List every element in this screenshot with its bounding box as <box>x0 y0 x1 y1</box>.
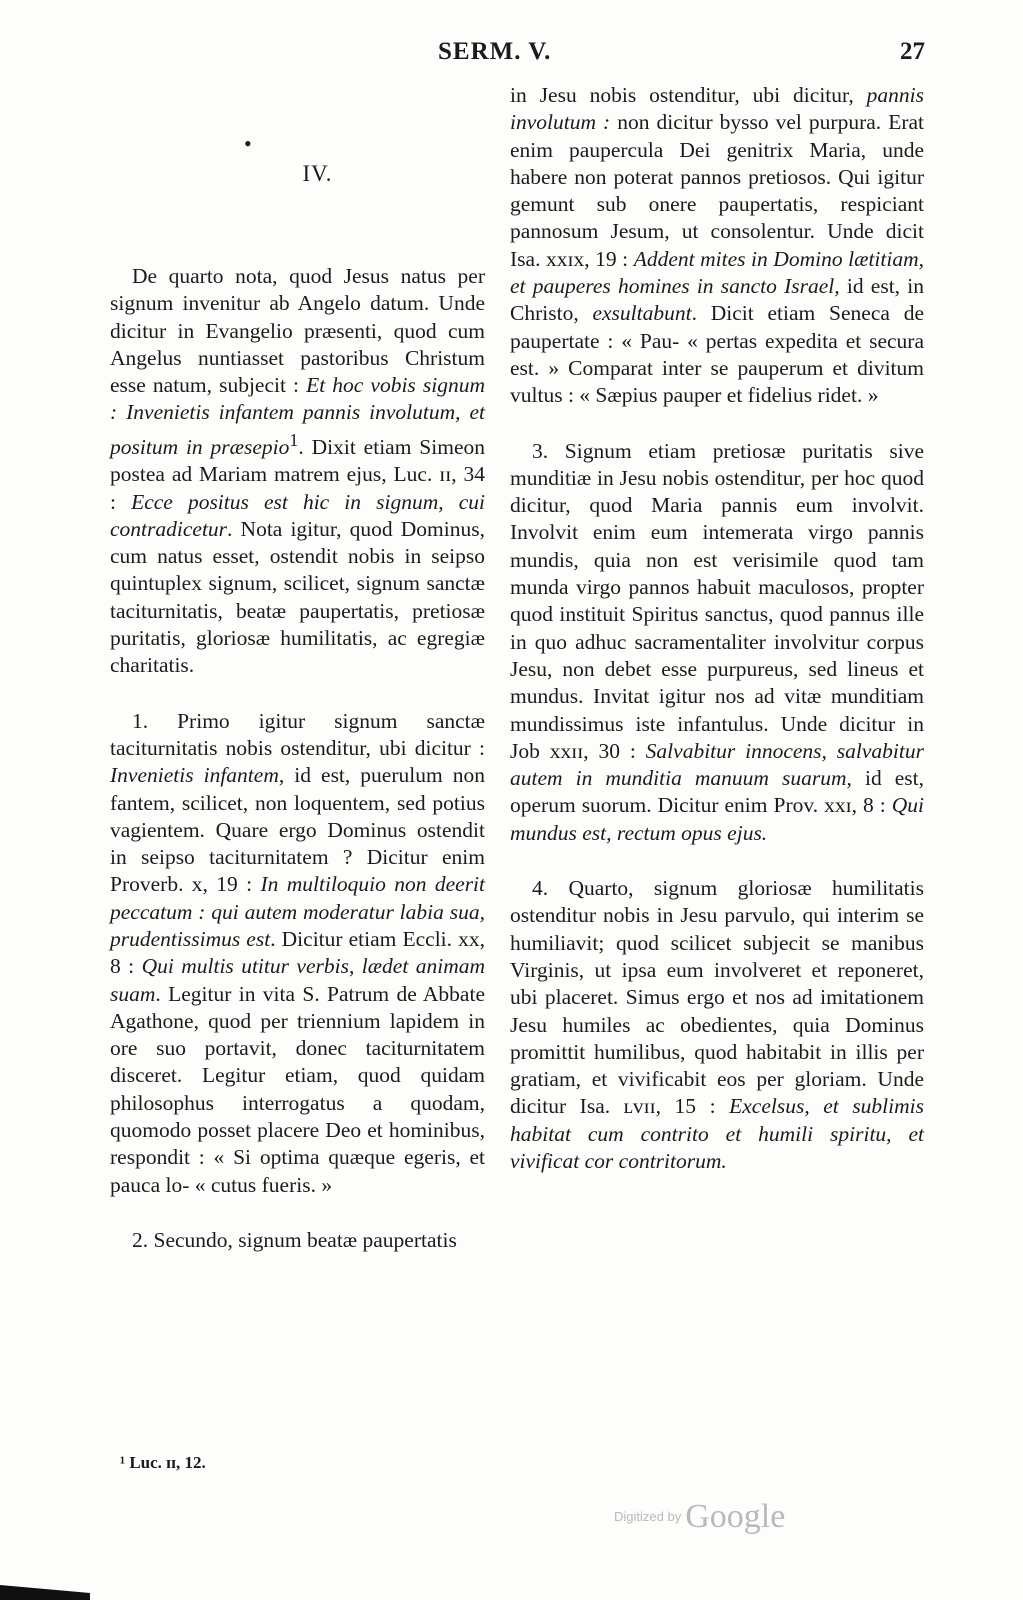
digitized-watermark <box>614 1498 785 1536</box>
paragraph-2-continued: in Jesu nobis ostenditur, ubi dicitur, pannis involutum : non dicitur bysso vel purpura. Erat enim paupercula Dei genitrix Maria, unde habere non poterat pannos pretiosos. Qui igitur gemunt sub onere paupertatis, respiciant pannosum Jesum, ut consolentur. Unde dicit Isa. xxɪx, 19 : Addent mites in Domino lætitiam, et pauperes homines in sancto Israel, id est, in Christo, exsultabunt. Dicit etiam Seneca de paupertate : « Pau- « pertas expedita et secura est. » Comparat inter se pauperum et divitum vultus : « Sæpius pauper et fidelius ridet. » <box>510 83 925 408</box>
scripture-quote: Ecce positus est hic in signum, cui contradicetur <box>110 489 485 541</box>
scripture-quote: Invenietis infantem <box>110 763 279 788</box>
scripture-quote: Excelsus, et sublimis habitat cum contrito et humili spiritu, et vivificat cor contritorum. <box>510 1094 924 1173</box>
paragraph-1: 1. Primo igitur signum sanctæ taciturnitatis nobis ostenditur, ubi dicitur : Invenietis infantem, id est, puerulum non fantem, scilicet, non loquentem, sed potius vagientem. Quare ergo Dominus ostendit in seipso taciturnitatem ? Dicitur enim Proverb. x, 19 : In multiloquio non deerit peccatum : qui autem moderatur labia sua, prudentissimus est. Dicitur etiam Eccli. xx, 8 : Qui multis utitur verbis, lædet animam suam. Legitur in vita S. Patrum de Abbate Agathone, quod per triennium lapidem in ore suo portavit, donec taciturnitatem disceret. Legitur etiam, quod quidam philosophus interrogatus a quodam, quomodo posset placere Deo et hominibus, respondit : « Si optima quæque egeris, et pauca lo- « cutus fueris. » <box>110 708 486 1197</box>
scripture-quote: pannis involutum : <box>510 83 924 135</box>
watermark-caption: Digitized by <box>614 1509 682 1524</box>
left-column <box>110 133 485 1254</box>
scripture-quote: Qui multis utitur verbis, lædet animam suam <box>110 954 486 1006</box>
running-title: SERM. V. <box>438 38 552 65</box>
decorative-dot: • <box>244 131 252 156</box>
paragraph-3: 3. Signum etiam pretiosæ puritatis sive munditiæ in Jesu nobis ostenditur, per hoc quod dicitur, quod Maria pannis eum involvit. Involvit enim eum intemerata virgo pannis mundis, quia non est verisimile quod tam munda virgo pannos habuit maculosos, propter quod instituit Spiritus sanctus, quod pannus ille in quo adhuc sacramentaliter involvitur corpus Jesu, non debet esse purpureus, sed lineus et mundus. Invitat igitur nos ad vitæ munditiam mundissimus iste infantulus. Unde dicitur in Job xxɪɪ, 30 : Salvabitur innocens, salvabitur autem in munditia manuum suarum, id est, operum suorum. Dicitur enim Prov. xxɪ, 8 : Qui mundus est, rectum opus ejus. <box>510 438 925 845</box>
page-number: 27 <box>900 38 925 65</box>
scripture-quote: In multiloquio non deerit peccatum : qui autem moderatur labia sua, prudentissimus est <box>110 872 486 951</box>
section-heading: IV. <box>302 161 333 186</box>
footnote-marker: 1 <box>289 429 299 450</box>
footnote: ¹ Luc. ɪɪ, 12. <box>120 1453 206 1472</box>
scripture-quote: Addent mites in Domino lætitiam, et pauperes homines in sancto Israel, <box>510 246 924 299</box>
paragraph-intro: De quarto nota, quod Jesus natus per signum invenitur ab Angelo datum. Unde dicitur in Evangelio præsenti, quod cum Angelus nuntiasset pastoribus Christum esse natum, subjecit : Et hoc vobis signum : Invenietis infantem pannis involutum, et positum in præsepio$^1$. Dixit etiam Simeon postea ad Mariam matrem ejus, Luc. ɪɪ, 34 : Ecce positus est hic in signum, cui contradicetur. Nota igitur, quod Dominus, cum natus esset, ostendit nobis in seipso quintuplex signum, scilicet, signum sanctæ taciturnitatis, beatæ paupertatis, pretiosæ puritatis, gloriosæ humilitatis, ac egregiæ charitatis. <box>110 264 485 678</box>
page-edge-mark <box>0 1585 90 1600</box>
scripture-quote: Et hoc vobis signum : Invenietis infantem pannis involutum, et positum in præsepio <box>110 373 485 459</box>
page-header <box>0 38 1023 78</box>
paragraph-4: 4. Quarto, signum gloriosæ humilitatis ostenditur nobis in Jesu parvulo, qui interim se humiliavit; quod scilicet subjecit se manibus Virginis, ut ipsa eum involveret et reponeret, ubi placeret. Simus ergo et nos ad imitationem Jesu humiles ac obedientes, quia Dominus promittit humilibus, quod habitabit in illis per gratiam, et vivificabit eos per gloriam. Unde dicitur Isa. ʟᴠɪɪ, 15 : Excelsus, et sublimis habitat cum contrito et humili spiritu, et vivificat cor contritorum. <box>510 876 924 1173</box>
scripture-quote: Qui mundus est, rectum opus ejus. <box>510 793 924 845</box>
right-column <box>510 82 924 1175</box>
google-logo: Google <box>685 1498 786 1535</box>
scripture-quote: exsultabunt <box>592 301 692 326</box>
paragraph-2-start: 2. Secundo, signum beatæ paupertatis <box>132 1227 457 1252</box>
scripture-quote: Salvabitur innocens, salvabitur autem in munditia manuum suarum, <box>510 738 924 791</box>
